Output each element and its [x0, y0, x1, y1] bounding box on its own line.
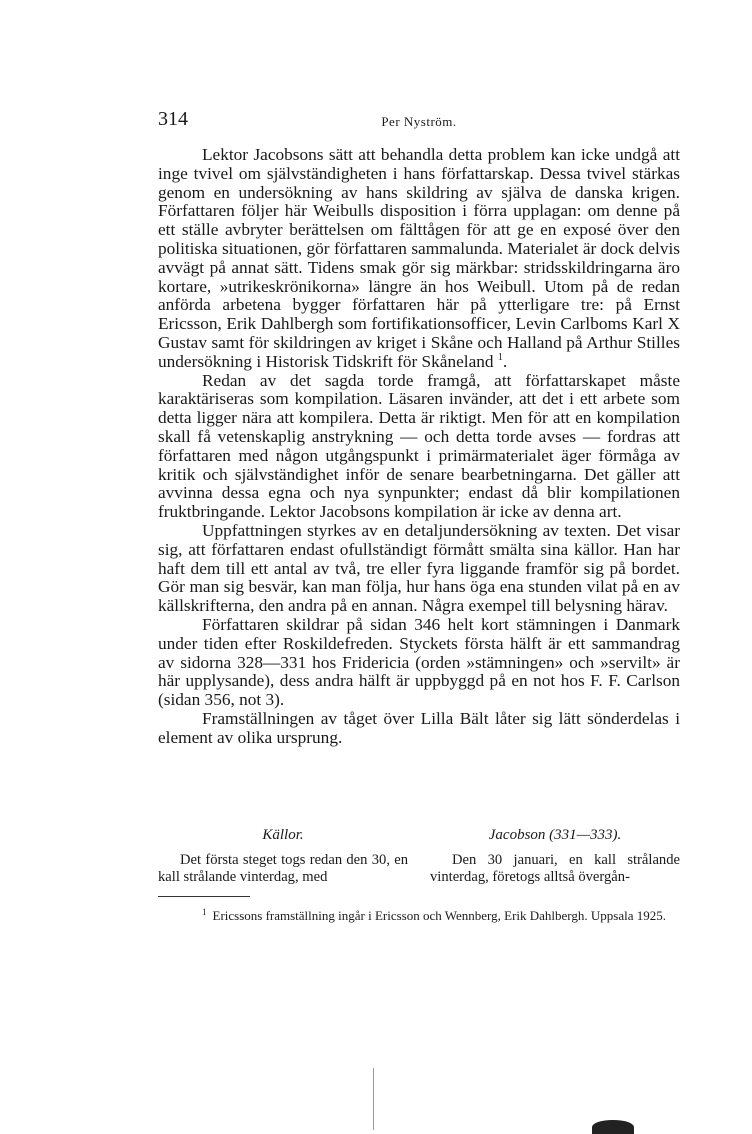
page-number: 314 — [158, 108, 188, 130]
footnote-reference: 1 — [497, 352, 503, 363]
page-header — [158, 108, 680, 134]
sources-text: Det första steget togs redan den 30, en kall strålande vinterdag, med — [158, 852, 408, 885]
sources-heading: Källor. — [262, 827, 304, 843]
jacobson-heading: Jacobson (331—333). — [488, 827, 622, 843]
paragraph-end-period: . — [502, 351, 508, 371]
footnote-divider — [158, 896, 250, 897]
sources-column — [158, 826, 408, 886]
scan-artifact-smudge — [592, 1120, 634, 1134]
jacobson-column — [430, 826, 680, 886]
jacobson-text: Den 30 januari, en kall strålande vinterdag, företogs alltså övergån- — [430, 852, 680, 885]
paragraph-text: Lektor Jacobsons sätt att behandla detta problem kan icke undgå att inge tvivel om självständigheten i hans författarskap. Dessa tvivel stärkas genom en undersökning av hans skildring av själva de danska krigen. Författaren följer här Weibulls disposition i förra upplagan: om denne på ett ställe avbryter berättelsen om fälttågen för att ge en exposé över den politiska situationen, gör författaren sammalunda. Materialet är dock delvis avvägt på annat sätt. Tidens smak gör sig märkbar: stridsskildringarna äro kortare, »utrikeskrönikorna» längre än hos Weibull. Utom på de redan anförda arbetena bygger författaren här på ytterligare tre: på Ernst Ericsson, Erik Dahlbergh som fortifikationsofficer, Levin Carlboms Karl X Gustav samt för skildringen av kriget i Skåne och Halland på Arthur Stilles undersökning i Historisk Tidskrift för Skåneland — [158, 145, 680, 371]
footnote-mark: 1 — [202, 906, 207, 917]
footnote — [158, 906, 680, 925]
comparison-columns — [158, 826, 680, 886]
footnote-text: Ericssons framställning ingår i Ericsson och Wennberg, Erik Dahlbergh. Uppsala 1925. — [212, 908, 667, 923]
running-head: Per Nyström. — [381, 114, 457, 129]
paragraph: Redan av det sagda torde framgå, att författarskapet måste karaktäriseras som kompilation. Läsaren invänder, att det i ett arbete som detta ligger nära att kompilera. Detta är riktigt. Men för att en kompilation skall få vetenskaplig anstrykning — och detta torde avses — fordras att författaren med någon utgångspunkt i primärmaterialet äger förmåga av kritik och självständighet inför de senare bearbetningarna. Det gäller att avvinna dessa egna och nya synpunkter; endast då blir kompilationen fruktbringande. Lektor Jacobsons kompilation är icke av denna art. — [158, 370, 680, 522]
scan-artifact-line — [373, 1068, 374, 1130]
body-text — [158, 146, 680, 748]
paragraph: Uppfattningen styrkes av en detaljundersökning av texten. Det visar sig, att författaren endast ofullständigt förmått smälta sina källor. Han har haft dem till ett antal av två, tre eller fyra liggande framför sig på bordet. Gör man sig besvär, kan man följa, hur hans öga ena stunden vilat på en av källskrifterna, den andra på en annan. Några exempel till belysning härav. — [158, 520, 680, 616]
paragraph: Framställningen av tåget över Lilla Bält låter sig lätt sönderdelas i element av olika ursprung. — [158, 708, 680, 747]
paragraph: Författaren skildrar på sidan 346 helt kort stämningen i Danmark under tiden efter Roskildefreden. Styckets första hälft är ett sammandrag av sidorna 328—331 hos Fridericia (orden »stämningen» och »servilt» är här upplysande), dess andra hälft är uppbyggd på en not hos F. F. Carlson (sidan 356, not 3). — [158, 614, 680, 710]
paragraph — [158, 146, 680, 372]
